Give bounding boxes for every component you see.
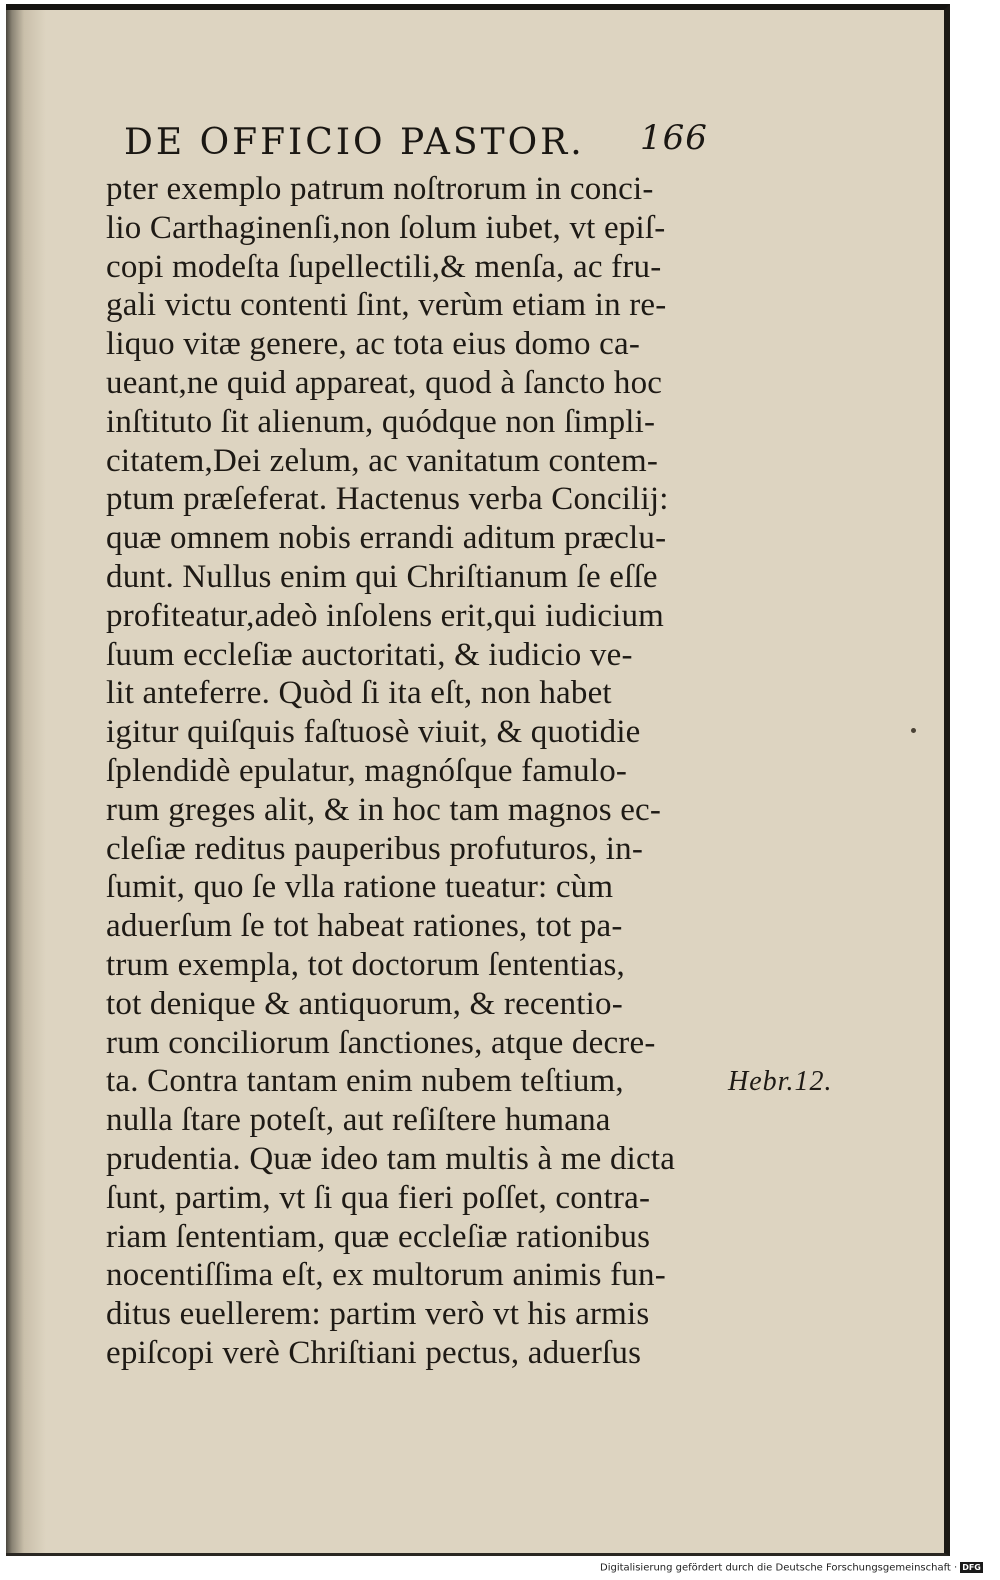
running-title: DE OFFICIO PASTOR.	[124, 122, 585, 163]
text-line: citatem,Dei zelum, ac vanitatum contem-	[106, 442, 659, 479]
page-number: 166	[640, 118, 708, 158]
marginal-note: Hebr.12.	[728, 1066, 833, 1097]
text-line: rum conciliorum ſanctiones, atque decre-	[106, 1024, 656, 1061]
text-line: ſuum eccleſiæ auctoritati, & iudicio ve-	[106, 636, 633, 673]
body-text	[106, 170, 726, 1373]
text-line: rum greges alit, & in hoc tam magnos ec-	[106, 791, 662, 828]
text-line: ta. Contra tantam enim nubem teſtium,	[106, 1063, 624, 1100]
text-line: nulla ſtare poteſt, aut reſiſtere humana	[106, 1102, 611, 1139]
text-line: dunt. Nullus enim qui Chriſtianum ſe eſſe	[106, 558, 658, 595]
text-line: quæ omnem nobis errandi aditum præclu-	[106, 520, 667, 557]
text-line: nocentiſſima eſt, ex multorum animis fun-	[106, 1257, 666, 1294]
text-line: epiſcopi verè Chriſtiani pectus, aduerſus	[106, 1334, 642, 1371]
credit-text: Digitalisierung gefördert durch die Deutsche Forschungsgemeinschaft ·	[600, 1562, 958, 1574]
text-line: aduerſum ſe tot habeat rationes, tot pa-	[106, 908, 623, 945]
text-line: tot denique & antiquorum, & recentio-	[106, 985, 623, 1022]
book-page	[6, 4, 950, 1556]
text-line: igitur quiſquis faſtuosè viuit, & quotidie	[106, 714, 641, 751]
text-line: liquo vitæ genere, ac tota eius domo ca-	[106, 326, 641, 363]
text-line: ſunt, partim, vt ſi qua fieri poſſet, contra-	[106, 1179, 651, 1216]
text-line: lio Carthaginenſi,non ſolum iubet, vt epiſ-	[106, 209, 666, 246]
ink-speck	[911, 728, 916, 733]
text-line: inſtituto ſit alienum, quódque non ſimpli-	[106, 403, 656, 440]
text-line: cleſiæ reditus pauperibus profuturos, in-	[106, 830, 644, 867]
text-line: lit anteferre. Quòd ſi ita eſt, non habet	[106, 675, 612, 712]
text-line: pter exemplo patrum noſtrorum in conci-	[106, 171, 654, 207]
text-line: prudentia. Quæ ideo tam multis à me dicta	[106, 1140, 676, 1177]
text-line: copi modeſta ſupellectili,& menſa, ac fru-	[106, 248, 662, 285]
text-line: ptum præſeferat. Hactenus verba Concilij:	[106, 481, 669, 518]
text-line: ditus euellerem: partim verò vt his armis	[106, 1296, 650, 1333]
text-line: ueant,ne quid appareat, quod à ſancto hoc	[106, 364, 663, 401]
text-line: profiteatur,adeò inſolens erit,qui iudicium	[106, 597, 665, 634]
dfg-logo: DFG	[962, 1563, 981, 1572]
digitization-credit	[600, 1562, 983, 1574]
text-line: trum exempla, tot doctorum ſententias,	[106, 946, 625, 983]
text-line: ſumit, quo ſe vlla ratione tueatur: cùm	[106, 869, 614, 906]
text-line: riam ſententiam, quæ eccleſiæ rationibus	[106, 1218, 651, 1255]
text-line: gali victu contenti ſint, verùm etiam in re-	[106, 287, 667, 324]
text-line: ſplendidè epulatur, magnóſque famulo-	[106, 752, 628, 789]
